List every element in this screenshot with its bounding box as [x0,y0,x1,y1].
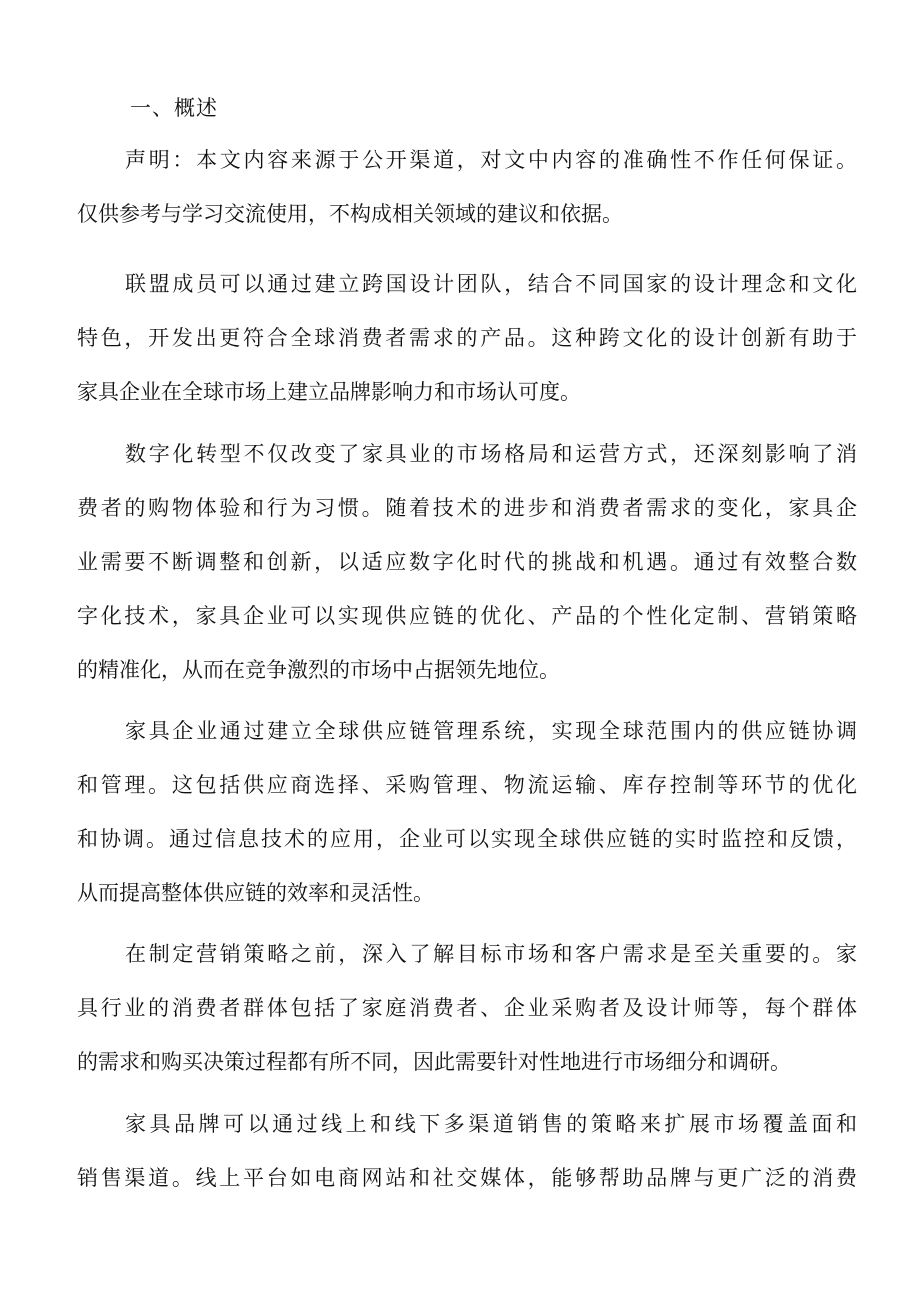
section-heading: 一、概述 [130,96,218,120]
paragraph-line: 的需求和购买决策过程都有所不同，因此需要针对性地进行市场细分和调研。 [77,1050,791,1074]
paragraph-line: 销售渠道。线上平台如电商网站和社交媒体，能够帮助品牌与更广泛的消费 [77,1166,857,1190]
paragraph-multichannel-sales [77,1097,857,1205]
paragraph-line: 数字化转型不仅改变了家具业的市场格局和运营方式，还深刻影响了消 [125,442,857,466]
paragraph-alliance-design [77,257,857,419]
paragraph-line: 和管理。这包括供应商选择、采购管理、物流运输、库存控制等环节的优化 [77,773,857,797]
paragraph-line: 家具企业在全球市场上建立品牌影响力和市场认可度。 [77,380,581,404]
paragraph-marketing-strategy [77,927,857,1089]
paragraph-line: 业需要不断调整和创新，以适应数字化时代的挑战和机遇。通过有效整合数 [77,550,857,574]
paragraph-supply-chain [77,704,857,920]
paragraph-line: 仅供参考与学习交流使用，不构成相关领域的建议和依据。 [77,202,623,226]
paragraph-line: 和协调。通过信息技术的应用，企业可以实现全球供应链的实时监控和反馈， [77,827,857,851]
paragraph-line: 的精准化，从而在竞争激烈的市场中占据领先地位。 [77,658,560,682]
paragraph-line: 家具品牌可以通过线上和线下多渠道销售的策略来扩展市场覆盖面和 [125,1112,857,1136]
paragraph-line: 具行业的消费者群体包括了家庭消费者、企业采购者及设计师等，每个群体 [77,996,857,1020]
paragraph-line: 联盟成员可以通过建立跨国设计团队，结合不同国家的设计理念和文化 [125,272,857,296]
paragraph-line: 从而提高整体供应链的效率和灵活性。 [77,881,434,905]
paragraph-line: 家具企业通过建立全球供应链管理系统，实现全球范围内的供应链协调 [125,719,857,743]
paragraph-digital-transformation [77,427,857,697]
paragraph-line: 声明：本文内容来源于公开渠道，对文中内容的准确性不作任何保证。 [125,148,857,172]
paragraph-disclaimer [77,133,857,241]
paragraph-line: 字化技术，家具企业可以实现供应链的优化、产品的个性化定制、营销策略 [77,604,857,628]
paragraph-line: 在制定营销策略之前，深入了解目标市场和客户需求是至关重要的。家 [125,942,857,966]
paragraph-line: 费者的购物体验和行为习惯。随着技术的进步和消费者需求的变化，家具企 [77,496,857,520]
paragraph-line: 特色，开发出更符合全球消费者需求的产品。这种跨文化的设计创新有助于 [77,326,857,350]
